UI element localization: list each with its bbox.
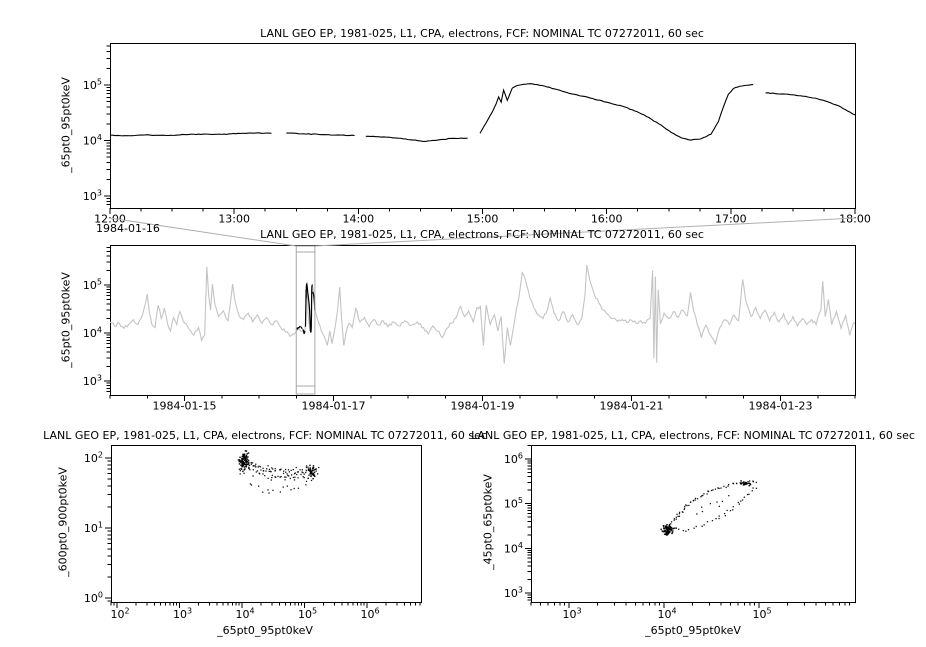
- svg-text:100: $10^0$: [83, 590, 103, 605]
- svg-text:103: $10^3$: [82, 188, 102, 203]
- plot-area[interactable]: [238, 450, 320, 494]
- svg-text:14:00: 14:00: [342, 212, 375, 226]
- panel-p3[interactable]: [84, 446, 422, 622]
- axis-ticks: [105, 458, 420, 608]
- data-series: [766, 93, 855, 115]
- panel-p4[interactable]: [504, 445, 856, 621]
- svg-text:103: $10^3$: [172, 606, 193, 621]
- svg-text:104: $10^4$: [657, 606, 677, 621]
- plot-area[interactable]: [110, 265, 855, 364]
- svg-text:103: $10^3$: [503, 585, 523, 600]
- svg-text:16:00: 16:00: [590, 212, 623, 226]
- svg-text:101: $10^1$: [83, 520, 103, 535]
- data-series: [366, 136, 468, 141]
- svg-text:1984-01-21: 1984-01-21: [599, 399, 664, 413]
- svg-text:1984-01-17: 1984-01-17: [301, 399, 366, 413]
- svg-text:104: $10^4$: [82, 133, 102, 148]
- svg-text:1984-01-19: 1984-01-19: [450, 399, 515, 413]
- data-series: [480, 84, 753, 140]
- panel-border: [111, 44, 856, 209]
- panel-p2[interactable]: [83, 246, 856, 413]
- axis-tick-labels: [504, 451, 772, 621]
- panel3-x-axis-label: _65pt0_95pt0keV: [217, 624, 313, 637]
- panel1-x-axis-date: 1984-01-16: [96, 222, 160, 235]
- panel-border: [111, 246, 856, 396]
- svg-text:103: $10^3$: [82, 373, 102, 388]
- panel4-title: LANL GEO EP, 1981-025, L1, CPA, electrons, FCF: NOMINAL TC 07272011, 60 sec: [471, 429, 915, 442]
- highlighted-interval-series: [301, 327, 303, 329]
- svg-text:1984-01-23: 1984-01-23: [748, 399, 813, 413]
- svg-text:17:00: 17:00: [714, 212, 747, 226]
- svg-text:106: $10^6$: [360, 606, 380, 621]
- svg-text:103: $10^3$: [562, 606, 582, 621]
- panel2-y-axis-label: _65pt0_95pt0keV: [59, 272, 73, 368]
- axis-tick-labels: [84, 451, 380, 622]
- plot-area[interactable]: [110, 84, 855, 142]
- svg-text:102: $10^2$: [83, 450, 103, 465]
- axis-ticks: [104, 248, 855, 401]
- plot-area[interactable]: [660, 480, 757, 536]
- panel4-x-axis-label: _65pt0_95pt0keV: [645, 624, 741, 637]
- svg-text:104: $10^4$: [503, 540, 523, 556]
- panel4-y-axis-label: _45pt0_65pt0keV: [481, 474, 495, 570]
- svg-text:105: $10^5$: [503, 496, 523, 511]
- data-series: [110, 133, 271, 136]
- svg-text:105: $10^5$: [82, 277, 102, 292]
- svg-text:105: $10^5$: [297, 606, 318, 621]
- svg-text:12:00: 12:00: [94, 212, 126, 226]
- svg-text:104: $10^4$: [82, 325, 102, 340]
- panel2-title: LANL GEO EP, 1981-025, L1, CPA, electrons, FCF: NOMINAL TC 07272011, 60 sec: [260, 228, 704, 241]
- svg-text:102: $10^2$: [110, 606, 130, 621]
- panel1-title: LANL GEO EP, 1981-025, L1, CPA, electrons, FCF: NOMINAL TC 07272011, 60 sec: [260, 27, 704, 40]
- panel-p1[interactable]: [83, 44, 871, 226]
- data-series: [110, 265, 855, 364]
- svg-text:13:00: 13:00: [218, 212, 251, 226]
- svg-text:106: $10^6$: [503, 451, 523, 466]
- axis-ticks: [104, 46, 855, 214]
- axis-ticks: [525, 445, 850, 608]
- panel3-y-axis-label: _600pt0_900pt0keV: [56, 467, 70, 577]
- panel3-title: LANL GEO EP, 1981-025, L1, CPA, electrons, FCF: NOMINAL TC 07272011, 60 sec: [43, 429, 487, 442]
- axis-tick-labels: [83, 78, 871, 226]
- panel1-y-axis-label: _65pt0_95pt0keV: [59, 77, 73, 173]
- axis-tick-labels: [83, 278, 813, 413]
- highlighted-interval-series: [296, 326, 300, 328]
- svg-text:104: $10^4$: [235, 606, 255, 621]
- svg-text:1984-01-15: 1984-01-15: [152, 399, 217, 413]
- svg-text:18:00: 18:00: [839, 212, 871, 226]
- svg-text:105: $10^5$: [752, 606, 772, 621]
- svg-text:15:00: 15:00: [466, 212, 499, 226]
- svg-text:105: $10^5$: [82, 77, 102, 92]
- panel-border: [532, 446, 856, 603]
- data-series: [286, 133, 354, 136]
